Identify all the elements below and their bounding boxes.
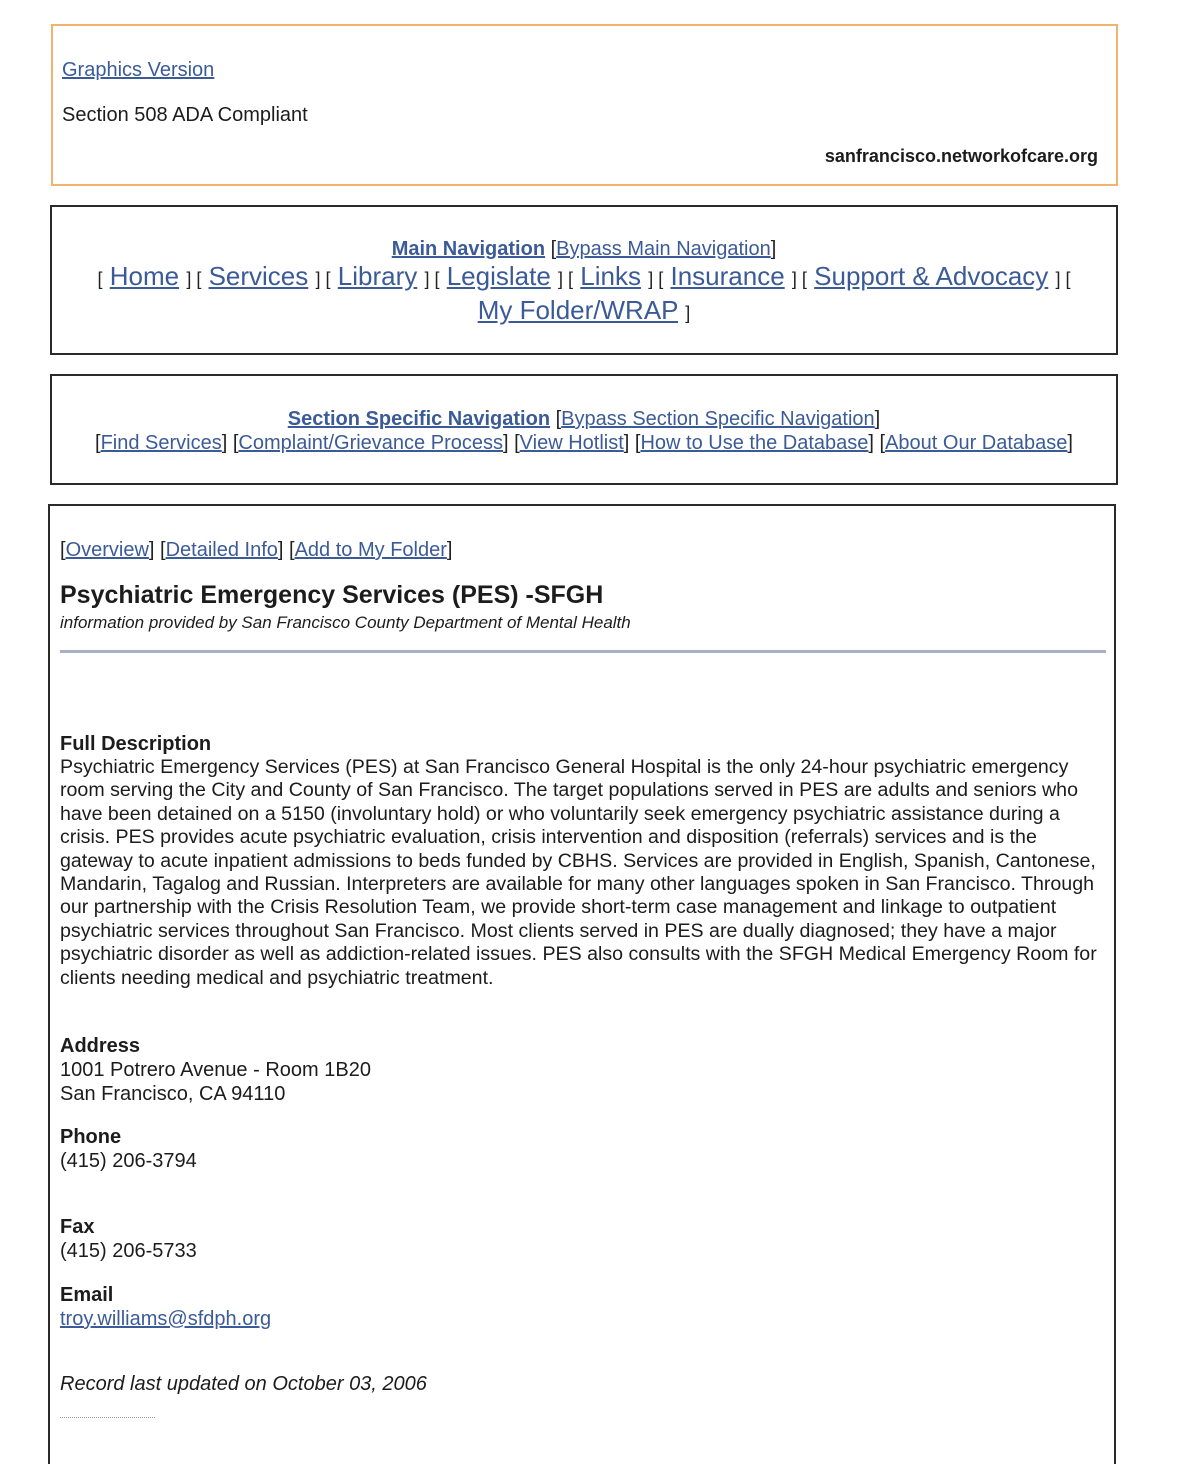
divider	[60, 650, 1106, 653]
email-link[interactable]: troy.williams@sfdph.org	[60, 1308, 272, 1330]
nav-services[interactable]: Services	[208, 261, 309, 291]
address-line1: 1001 Potrero Avenue - Room 1B20	[60, 1059, 371, 1081]
nav-support-advocacy[interactable]: Support & Advocacy	[814, 261, 1049, 291]
fax-label: Fax	[60, 1216, 95, 1238]
compliance-text: Section 508 ADA Compliant	[62, 104, 308, 126]
phone-label: Phone	[60, 1126, 122, 1148]
nav-insurance[interactable]: Insurance	[670, 261, 785, 291]
complaint-grievance-link[interactable]: Complaint/Grievance Process	[238, 432, 503, 454]
record-updated: Record last updated on October 03, 2006	[60, 1373, 427, 1395]
record-title: Psychiatric Emergency Services (PES) -SFGH	[60, 581, 604, 609]
nav-links[interactable]: Links	[580, 261, 641, 291]
description-section	[60, 732, 1105, 990]
main-navigation-title[interactable]: Main Navigation	[391, 238, 546, 260]
record-provider: information provided by San Francisco County Department of Mental Health	[60, 613, 631, 632]
nav-library[interactable]: Library	[337, 261, 418, 291]
address-section	[60, 1034, 371, 1106]
address-label: Address	[60, 1035, 141, 1057]
email-label: Email	[60, 1284, 114, 1306]
section-navigation: Section Specific Navigation [Bypass Section Specific Navigation] [Find Services] [Complaint/Grievance Process] [View Hotlist] [How to Use the Database] [About Our Database]	[50, 374, 1118, 485]
header-box	[51, 24, 1118, 186]
record-tabs: [Overview] [Detailed Info] [Add to My Folder]	[60, 539, 453, 561]
detailed-info-tab[interactable]: Detailed Info	[165, 539, 278, 561]
nav-legislate[interactable]: Legislate	[446, 261, 551, 291]
overview-tab[interactable]: Overview	[65, 539, 149, 561]
how-to-use-database-link[interactable]: How to Use the Database	[640, 432, 869, 454]
address-line2: San Francisco, CA 94110	[60, 1083, 286, 1105]
nav-my-folder[interactable]: My Folder/WRAP	[477, 295, 679, 325]
record-panel	[48, 504, 1116, 1464]
description-label: Full Description	[60, 733, 212, 755]
fax-value: (415) 206-5733	[60, 1240, 197, 1262]
fax-section	[60, 1215, 197, 1263]
main-navigation: Main Navigation [Bypass Main Navigation] [ Home ] [ Services ] [ Library ] [ Legislate ] [ Links ] [ Insurance ] [ Support & Advocacy ] [ My Folder/WRAP ]	[50, 205, 1118, 355]
section-navigation-title[interactable]: Section Specific Navigation	[287, 408, 551, 430]
bypass-main-nav-link[interactable]: Bypass Main Navigation	[556, 238, 771, 260]
about-database-link[interactable]: About Our Database	[885, 432, 1068, 454]
view-hotlist-link[interactable]: View Hotlist	[519, 432, 624, 454]
site-domain: sanfrancisco.networkofcare.org	[824, 146, 1098, 166]
add-to-folder-link[interactable]: Add to My Folder	[294, 539, 447, 561]
phone-value: (415) 206-3794	[60, 1150, 197, 1172]
bypass-section-nav-link[interactable]: Bypass Section Specific Navigation	[561, 408, 875, 430]
email-section	[60, 1283, 279, 1331]
find-services-link[interactable]: Find Services	[100, 432, 222, 454]
footer-divider	[60, 1417, 155, 1418]
nav-home[interactable]: Home	[109, 261, 180, 291]
phone-section	[60, 1125, 197, 1173]
description-text: Psychiatric Emergency Services (PES) at San Francisco General Hospital is the only 24-hour psychiatric emergency room serving the City and County of San Francisco. The target populations served in PES are adults and seniors who have been detained on a 5150 (involuntary hold) or who voluntarily seek emergency psychiatric assistance during a crisis. PES provides acute psychiatric evaluation, crisis intervention and disposition (referrals) services and is the gateway to acute inpatient admissions to beds funded by CBHS. Services are provided in English, Spanish, Cantonese, Mandarin, Tagalog and Russian. Interpreters are available for many other languages spoken in San Francisco. Through our partnership with the Crisis Resolution Team, we provide short-term case management and linkage to outpatient psychiatric services throughout San Francisco. Most clients served in PES are dually diagnosed; they have a major psychiatric disorder as well as addiction-related issues. PES also consults with the SFGH Medical Emergency Room for clients needing medical and psychiatric treatment.	[60, 756, 1097, 989]
graphics-version-link[interactable]: Graphics Version	[62, 59, 215, 81]
